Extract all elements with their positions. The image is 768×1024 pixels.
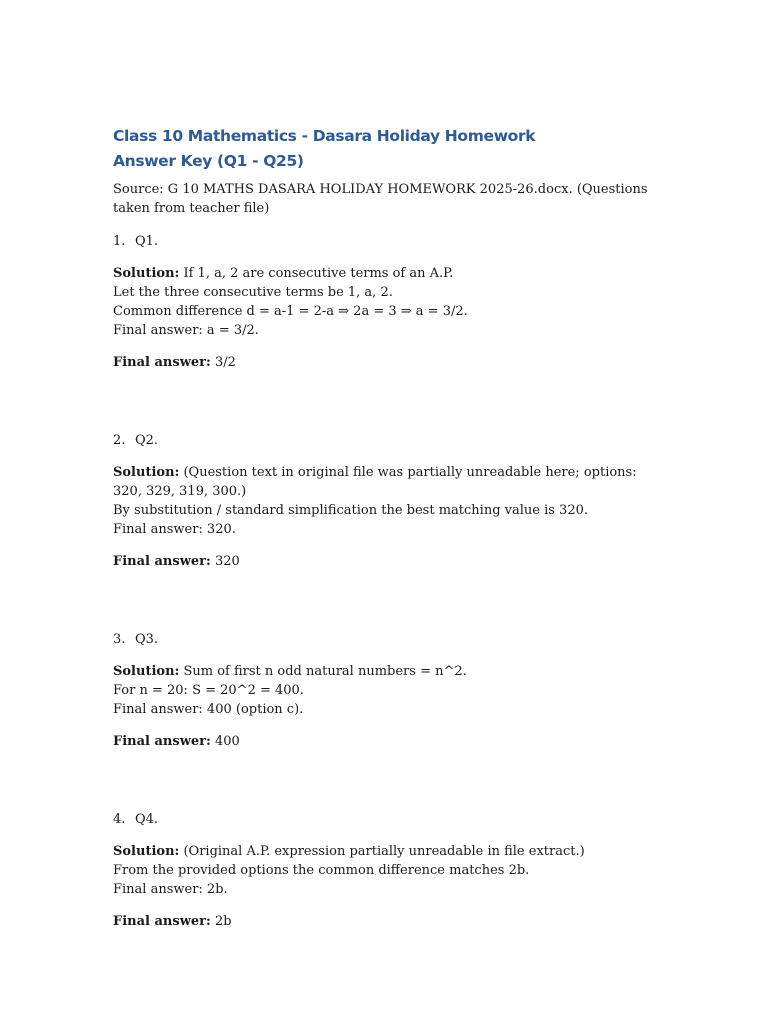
source-note: Source: G 10 MATHS DASARA HOLIDAY HOMEWORK 2025-26.docx. (Questions taken from teacher file) xyxy=(113,182,648,216)
final-answer-value: 400 xyxy=(214,734,240,749)
solution-line: From the provided options the common difference matches 2b. xyxy=(113,863,530,878)
final-answer xyxy=(113,912,658,931)
final-answer-value: 2b xyxy=(214,914,232,929)
solution-label: Solution: xyxy=(113,266,180,281)
final-answer xyxy=(113,353,658,372)
question-label: Q2. xyxy=(135,433,159,448)
solution-text: Sum of first n odd natural numbers = n^2. xyxy=(183,664,467,679)
solution-line: For n = 20: S = 20^2 = 400. xyxy=(113,683,304,698)
final-answer-label: Final answer: xyxy=(113,914,211,929)
spacer xyxy=(113,571,658,616)
solution-line: Let the three consecutive terms be 1, a, 2. xyxy=(113,285,393,300)
final-answer-label: Final answer: xyxy=(113,734,211,749)
spacer xyxy=(113,751,658,796)
question-block xyxy=(113,810,658,931)
solution xyxy=(113,264,658,340)
solution-line: Common difference d = a-1 = 2-a ⇒ 2a = 3 ⇒ a = 3/2. xyxy=(113,304,468,319)
solution-line: Final answer: 400 (option c). xyxy=(113,702,304,717)
solution-text: (Original A.P. expression partially unreadable in file extract.) xyxy=(183,844,585,859)
question-number: 4. xyxy=(113,812,126,827)
final-answer-value: 3/2 xyxy=(214,355,236,370)
solution-text: (Question text in original file was partially unreadable here; options: 320, 329, 319, 300.) xyxy=(113,465,637,499)
question-label: Q4. xyxy=(135,812,159,827)
solution-line xyxy=(113,662,658,681)
final-answer-label: Final answer: xyxy=(113,355,211,370)
question-block xyxy=(113,630,658,751)
solution-line: Final answer: 2b. xyxy=(113,882,228,897)
solution-line xyxy=(113,842,658,861)
solution-line: Final answer: 320. xyxy=(113,522,236,537)
document-title: Class 10 Mathematics - Dasara Holiday Homework xyxy=(113,127,536,145)
solution-line xyxy=(113,463,658,501)
question-heading xyxy=(113,810,658,829)
question-label: Q3. xyxy=(135,632,159,647)
question-block xyxy=(113,431,658,571)
solution-line xyxy=(113,264,658,283)
final-answer-value: 320 xyxy=(214,554,240,569)
question-label: Q1. xyxy=(135,234,159,249)
solution-line: Final answer: a = 3/2. xyxy=(113,323,259,338)
solution-label: Solution: xyxy=(113,844,180,859)
question-heading xyxy=(113,630,658,649)
solution-line: By substitution / standard simplification the best matching value is 320. xyxy=(113,503,589,518)
document-subtitle: Answer Key (Q1 - Q25) xyxy=(113,152,304,170)
spacer xyxy=(113,372,658,417)
solution-label: Solution: xyxy=(113,664,180,679)
question-number: 3. xyxy=(113,632,126,647)
question-block xyxy=(113,232,658,372)
final-answer xyxy=(113,732,658,751)
final-answer-label: Final answer: xyxy=(113,554,211,569)
solution xyxy=(113,463,658,539)
question-heading xyxy=(113,431,658,450)
solution-text: If 1, a, 2 are consecutive terms of an A.P. xyxy=(183,266,454,281)
document-body xyxy=(113,124,658,931)
solution-label: Solution: xyxy=(113,465,180,480)
final-answer xyxy=(113,552,658,571)
solution xyxy=(113,662,658,719)
solution xyxy=(113,842,658,899)
question-number: 1. xyxy=(113,234,126,249)
question-heading xyxy=(113,232,658,251)
question-number: 2. xyxy=(113,433,126,448)
